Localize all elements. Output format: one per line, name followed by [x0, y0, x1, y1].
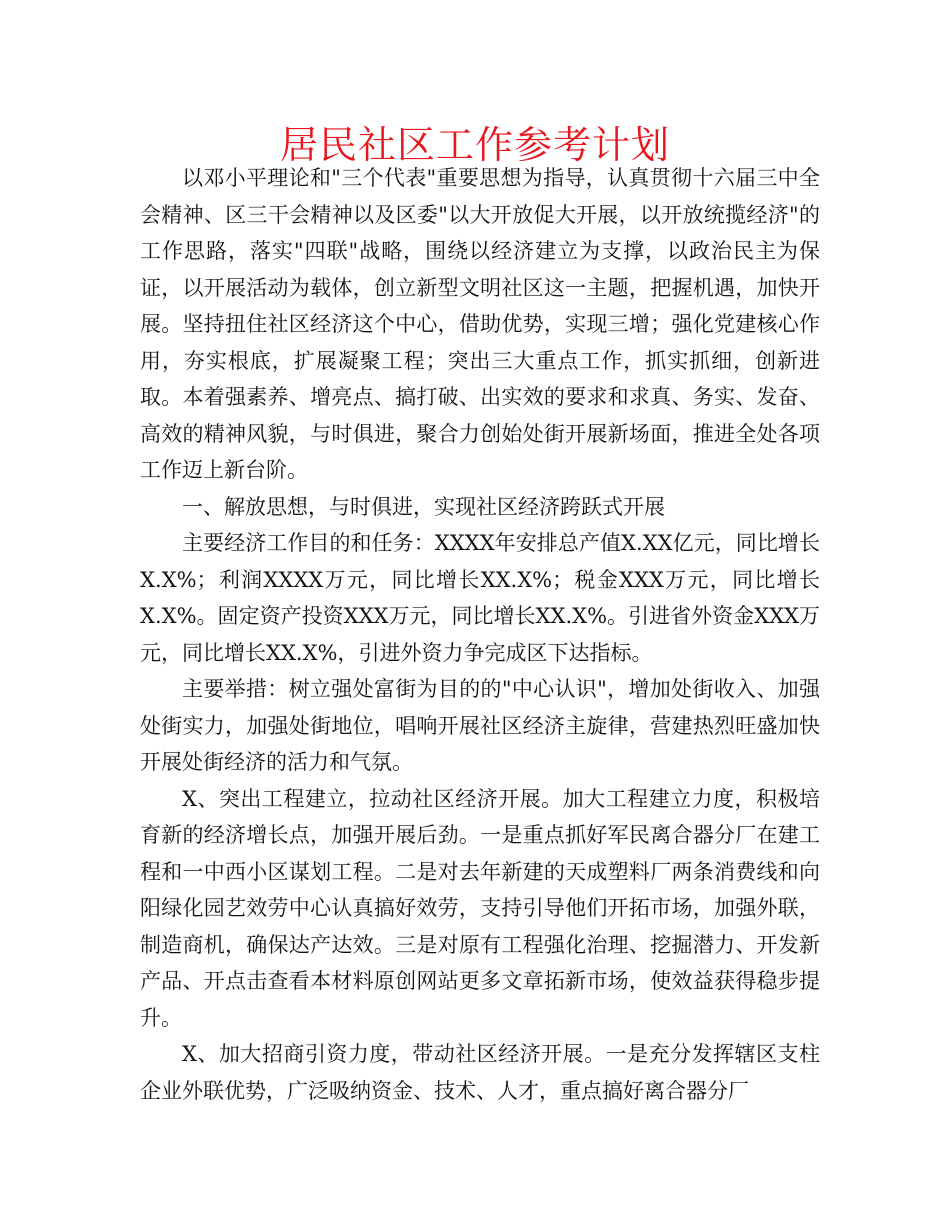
document-title: 居民社区工作参考计划	[279, 123, 670, 167]
section-heading-economy: 一、解放思想，与时俱进，实现社区经济跨跃式开展	[182, 494, 665, 519]
paragraph-investment-attraction: X、加大招商引资力度，带动社区经济开展。一是充分发挥辖区支柱企业外联优势，广泛吸纳资金、技术、人才，重点搞好离合器分厂	[140, 1042, 820, 1103]
document-body	[140, 160, 820, 1109]
paragraph-project-construction: X、突出工程建立，拉动社区经济开展。加大工程建立力度，积极培育新的经济增长点，加强开展后劲。一是重点抓好军民离合器分厂在建工程和一中西小区谋划工程。二是对去年新建的天成塑料厂两条消费线和向阳绿化园艺效劳中心认真搞好效劳，支持引导他们开拓市场，加强外联，制造商机，确保达产达效。三是对原有工程强化治理、挖掘潜力、开发新产品、开点击查看本材料原创网站更多文章拓新市场，使效益获得稳步提升。	[140, 786, 820, 1030]
paragraph-main-measures: 主要举措：树立强处富街为目的的"中心认识"，增加处街收入、加强处街实力，加强处街地位，唱响开展社区经济主旋律，营建热烈旺盛加快开展处街经济的活力和气氛。	[140, 677, 820, 774]
paragraph-economic-targets: 主要经济工作目的和任务：XXXX年安排总产值X.XX亿元，同比增长X.X%；利润XXXX万元，同比增长XX.X%；税金XXX万元，同比增长X.X%。固定资产投资XXX万元，同比增长XX.X%。引进省外资金XXX万元，同比增长XX.X%，引进外资力争完成区下达指标。	[140, 531, 820, 665]
paragraph-intro: 以邓小平理论和"三个代表"重要思想为指导，认真贯彻十六届三中全会精神、区三干会精神以及区委"以大开放促大开展，以开放统揽经济"的工作思路，落实"四联"战略，围绕以经济建立为支撑，以政治民主为保证，以开展活动为载体，创立新型文明社区这一主题，把握机遇，加快开展。坚持扭住社区经济这个中心，借助优势，实现三增；强化党建核心作用，夯实根底，扩展凝聚工程；突出三大重点工作，抓实抓细，创新进取。本着强素养、增亮点、搞打破、出实效的要求和求真、务实、发奋、高效的精神风貌，与时俱进，聚合力创始处街开展新场面，推进全处各项工作迈上新台阶。	[140, 166, 820, 482]
